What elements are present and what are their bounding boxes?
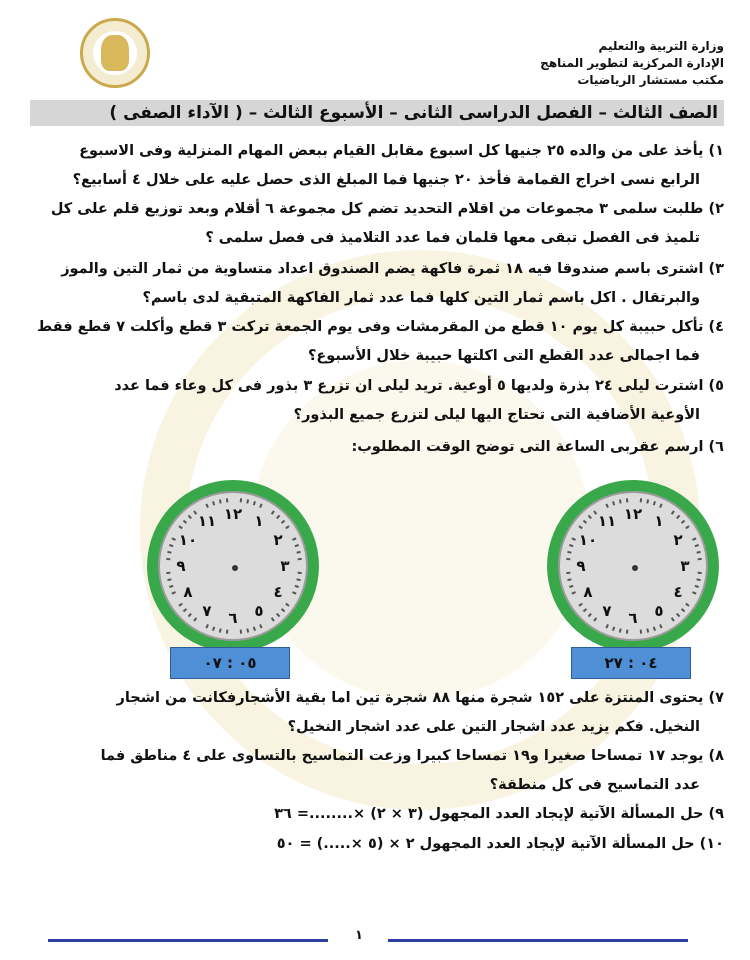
question-5-line1: ٥) اشترت ليلى ٢٤ بذرة ولديها ٥ أوعية. تريد ليلى ان تزرع ٣ بذور فى كل وعاء فما عدد xyxy=(114,378,724,394)
clock-minute-tick xyxy=(583,608,587,612)
clock-minute-tick xyxy=(226,498,228,502)
clock-numeral: ١٠ xyxy=(578,531,598,549)
clock-minute-tick xyxy=(695,544,699,547)
clock-minute-tick xyxy=(171,591,175,594)
clock-minute-tick xyxy=(281,608,285,612)
clock-minute-tick xyxy=(681,608,685,612)
question-4-line2: فما اجمالى عدد القطع التى اكلتها حبيبة خلال الأسبوع؟ xyxy=(307,348,700,364)
question-3 xyxy=(26,255,724,313)
clock-minute-tick xyxy=(571,591,575,594)
question-1-line2: الرابع نسى اخراج القمامة فأخذ ٢٠ جنيها فما المبلغ الذى حصل عليه على خلال ٤ أسابيع؟ xyxy=(72,172,700,188)
clock-numeral: ١ xyxy=(254,511,264,530)
clock-numeral: ٥ xyxy=(254,602,264,621)
clock-minute-tick xyxy=(246,499,249,503)
clock-minute-tick xyxy=(276,613,280,617)
clock-minute-tick xyxy=(188,613,192,617)
clock-right-face xyxy=(558,491,708,641)
clock-minute-tick xyxy=(659,624,662,628)
clock-minute-tick xyxy=(295,585,299,588)
clock-numeral: ٩ xyxy=(176,557,186,575)
clock-minute-tick xyxy=(169,544,173,547)
clock-minute-tick xyxy=(295,544,299,547)
clock-minute-tick xyxy=(259,624,262,628)
clock-left-face xyxy=(158,491,308,641)
page-number: ١ xyxy=(355,928,363,943)
clock-minute-tick xyxy=(685,603,689,607)
question-1 xyxy=(26,137,724,195)
clock-minute-tick xyxy=(698,572,702,574)
clock-minute-tick xyxy=(653,501,656,505)
clock-minute-tick xyxy=(676,515,680,519)
question-8-line2: عدد التماسيح فى كل منطقة؟ xyxy=(489,777,700,793)
clock-numeral: ١٢ xyxy=(623,505,643,523)
clock-minute-tick xyxy=(188,515,192,519)
clock-minute-tick xyxy=(296,551,300,554)
clock-minute-tick xyxy=(626,630,628,634)
clock-minute-tick xyxy=(205,624,208,628)
question-9 xyxy=(164,800,724,829)
clock-minute-tick xyxy=(671,510,675,514)
clock-numeral: ٣ xyxy=(280,557,290,575)
clock-numeral: ٧ xyxy=(202,602,212,621)
clock-minute-tick xyxy=(183,520,187,524)
clock-numeral: ٢ xyxy=(273,531,283,549)
clock-minute-tick xyxy=(681,520,685,524)
clock-minute-tick xyxy=(271,510,275,514)
clock-minute-tick xyxy=(569,544,573,547)
clock-minute-tick xyxy=(571,537,575,540)
question-8-line1: ٨) يوجد ١٧ تمساحا صغيرا و١٩ تمساحا كبيرا وزعت التماسيح بالتساوى على ٤ مناطق فما xyxy=(100,748,724,764)
clock-minute-tick xyxy=(695,585,699,588)
clock-minute-tick xyxy=(640,630,642,634)
header-line-administration: الإدارة المركزية لتطوير المناهج xyxy=(540,56,724,70)
clock-minute-tick xyxy=(653,627,656,631)
ministry-header xyxy=(540,38,724,89)
clock-minute-tick xyxy=(292,537,296,540)
clock-numeral: ١٠ xyxy=(178,531,198,549)
clock-numeral: ١١ xyxy=(597,511,617,530)
clock-minute-tick xyxy=(567,578,571,581)
clock-minute-tick xyxy=(640,498,642,502)
clock-minute-tick xyxy=(219,499,222,503)
clock-minute-tick xyxy=(178,525,182,529)
clock-minute-tick xyxy=(253,501,256,505)
clock-minute-tick xyxy=(171,537,175,540)
question-7 xyxy=(26,684,724,742)
clock-minute-tick xyxy=(659,503,662,507)
clock-left xyxy=(147,480,319,652)
clock-numeral: ١ xyxy=(654,511,664,530)
question-5 xyxy=(26,372,724,430)
clock-minute-tick xyxy=(619,499,622,503)
clock-minute-tick xyxy=(676,613,680,617)
clock-minute-tick xyxy=(167,551,171,554)
clock-numeral: ٤ xyxy=(673,583,683,601)
worksheet-title: الصف الثالث – الفصل الدراسى الثانى – الأسبوع الثالث – ( الآداء الصفى ) xyxy=(30,100,724,126)
clock-minute-tick xyxy=(240,498,242,502)
question-5-line2: الأوعية الأضافية التى تحتاج اليها ليلى لتزرع جميع البذور؟ xyxy=(293,407,700,423)
question-7-line1: ٧) يحتوى المنتزة على ١٥٢ شجرة منها ٨٨ شجرة تين اما بقية الأشجارفكانت من اشجار xyxy=(116,690,724,706)
clock-numeral: ٦ xyxy=(628,609,638,627)
ministry-seal-icon xyxy=(80,18,150,88)
clock-minute-tick xyxy=(671,617,675,621)
clock-minute-tick xyxy=(285,603,289,607)
clock-minute-tick xyxy=(219,628,222,632)
clock-numeral: ١٢ xyxy=(223,505,243,523)
clock-minute-tick xyxy=(578,525,582,529)
question-2-line2: تلميذ فى الفصل تبقى معها قلمان فما عدد التلاميذ فى فصل سلمى ؟ xyxy=(205,230,700,246)
time-box-right: ٠٤ : ٢٧ xyxy=(571,647,691,679)
clock-minute-tick xyxy=(578,603,582,607)
clock-minute-tick xyxy=(167,578,171,581)
footer-line-left xyxy=(48,939,328,942)
clock-numeral: ٨ xyxy=(583,583,593,601)
question-7-line2: النخيل. فكم يزيد عدد اشجار التين على عدد اشجار النخيل؟ xyxy=(287,719,700,735)
clock-minute-tick xyxy=(271,617,275,621)
clock-minute-tick xyxy=(696,551,700,554)
clock-minute-tick xyxy=(276,515,280,519)
question-1-line1: ١) يأخذ على من والده ٢٥ جنيها كل اسبوع مقابل القيام ببعض المهام المنزلية وفى الاسبوع xyxy=(79,143,724,159)
clock-numeral: ١١ xyxy=(197,511,217,530)
clock-minute-tick xyxy=(612,501,615,505)
question-10-line1: ١٠) حل المسألة الآتية لإيجاد العدد المجهول ٢ × (٥ ×.....) = ٥٠ xyxy=(276,836,724,852)
clock-right-center xyxy=(632,565,638,571)
time-box-left: ٠٥ : ٠٧ xyxy=(170,647,290,679)
clock-minute-tick xyxy=(619,628,622,632)
question-3-line2: والبرتقال . اكل باسم ثمار التين كلها فما عدد ثمار الفاكهة المتبقية لدى باسم؟ xyxy=(142,290,700,306)
question-4-line1: ٤) تأكل حبيبة كل يوم ١٠ قطع من المقرمشات وفى يوم الجمعة تركت ٣ قطع وأكلت ٧ قطع فقط xyxy=(37,319,724,335)
clock-minute-tick xyxy=(605,503,608,507)
clock-minute-tick xyxy=(588,515,592,519)
clock-minute-tick xyxy=(685,525,689,529)
clock-minute-tick xyxy=(698,558,702,560)
clock-minute-tick xyxy=(226,630,228,634)
clock-minute-tick xyxy=(692,537,696,540)
clock-minute-tick xyxy=(246,628,249,632)
question-10 xyxy=(26,830,724,859)
clock-numeral: ٨ xyxy=(183,583,193,601)
clock-minute-tick xyxy=(692,591,696,594)
clock-minute-tick xyxy=(626,498,628,502)
header-line-ministry: وزارة التربية والتعليم xyxy=(598,39,724,53)
question-9-line1: ٩) حل المسألة الآتية لإيجاد العدد المجهول (٣ × ٢) ×........= ٣٦ xyxy=(274,806,724,822)
clock-minute-tick xyxy=(281,520,285,524)
clock-minute-tick xyxy=(240,630,242,634)
clock-minute-tick xyxy=(612,627,615,631)
clock-minute-tick xyxy=(696,578,700,581)
clock-minute-tick xyxy=(253,627,256,631)
question-8 xyxy=(26,742,724,800)
clock-minute-tick xyxy=(298,558,302,560)
clock-minute-tick xyxy=(169,585,173,588)
clock-numeral: ٩ xyxy=(576,557,586,575)
clock-numeral: ٢ xyxy=(673,531,683,549)
clock-minute-tick xyxy=(183,608,187,612)
clock-numeral: ٣ xyxy=(680,557,690,575)
clock-minute-tick xyxy=(259,503,262,507)
question-4 xyxy=(26,313,724,371)
clock-minute-tick xyxy=(212,627,215,631)
clock-minute-tick xyxy=(285,525,289,529)
clock-minute-tick xyxy=(569,585,573,588)
clock-minute-tick xyxy=(205,503,208,507)
clock-right xyxy=(547,480,719,652)
footer-line-right xyxy=(388,939,688,942)
clock-minute-tick xyxy=(588,613,592,617)
clock-minute-tick xyxy=(646,499,649,503)
clock-minute-tick xyxy=(178,603,182,607)
clock-minute-tick xyxy=(567,551,571,554)
question-2 xyxy=(26,195,724,253)
clock-numeral: ٤ xyxy=(273,583,283,601)
clock-minute-tick xyxy=(296,578,300,581)
clock-minute-tick xyxy=(292,591,296,594)
question-2-line1: ٢) طلبت سلمى ٣ مجموعات من اقلام التحديد تضم كل مجموعة ٦ أقلام وبعد توزيع قلم على كل xyxy=(50,201,724,217)
clock-minute-tick xyxy=(605,624,608,628)
question-6-line1: ٦) ارسم عقربى الساعة التى توضح الوقت المطلوب: xyxy=(351,439,724,455)
clock-numeral: ٦ xyxy=(228,609,238,627)
clock-minute-tick xyxy=(583,520,587,524)
clock-numeral: ٥ xyxy=(654,602,664,621)
clock-minute-tick xyxy=(212,501,215,505)
clock-minute-tick xyxy=(646,628,649,632)
question-6 xyxy=(26,433,724,462)
clock-numeral: ٧ xyxy=(602,602,612,621)
header-line-office: مكتب مستشار الرياضيات xyxy=(577,73,724,87)
question-3-line1: ٣) اشترى باسم صندوقا فيه ١٨ ثمرة فاكهة يضم الصندوق اعداد متساوية من ثمار التين والموز xyxy=(61,261,724,277)
clock-left-center xyxy=(232,565,238,571)
clock-minute-tick xyxy=(298,572,302,574)
